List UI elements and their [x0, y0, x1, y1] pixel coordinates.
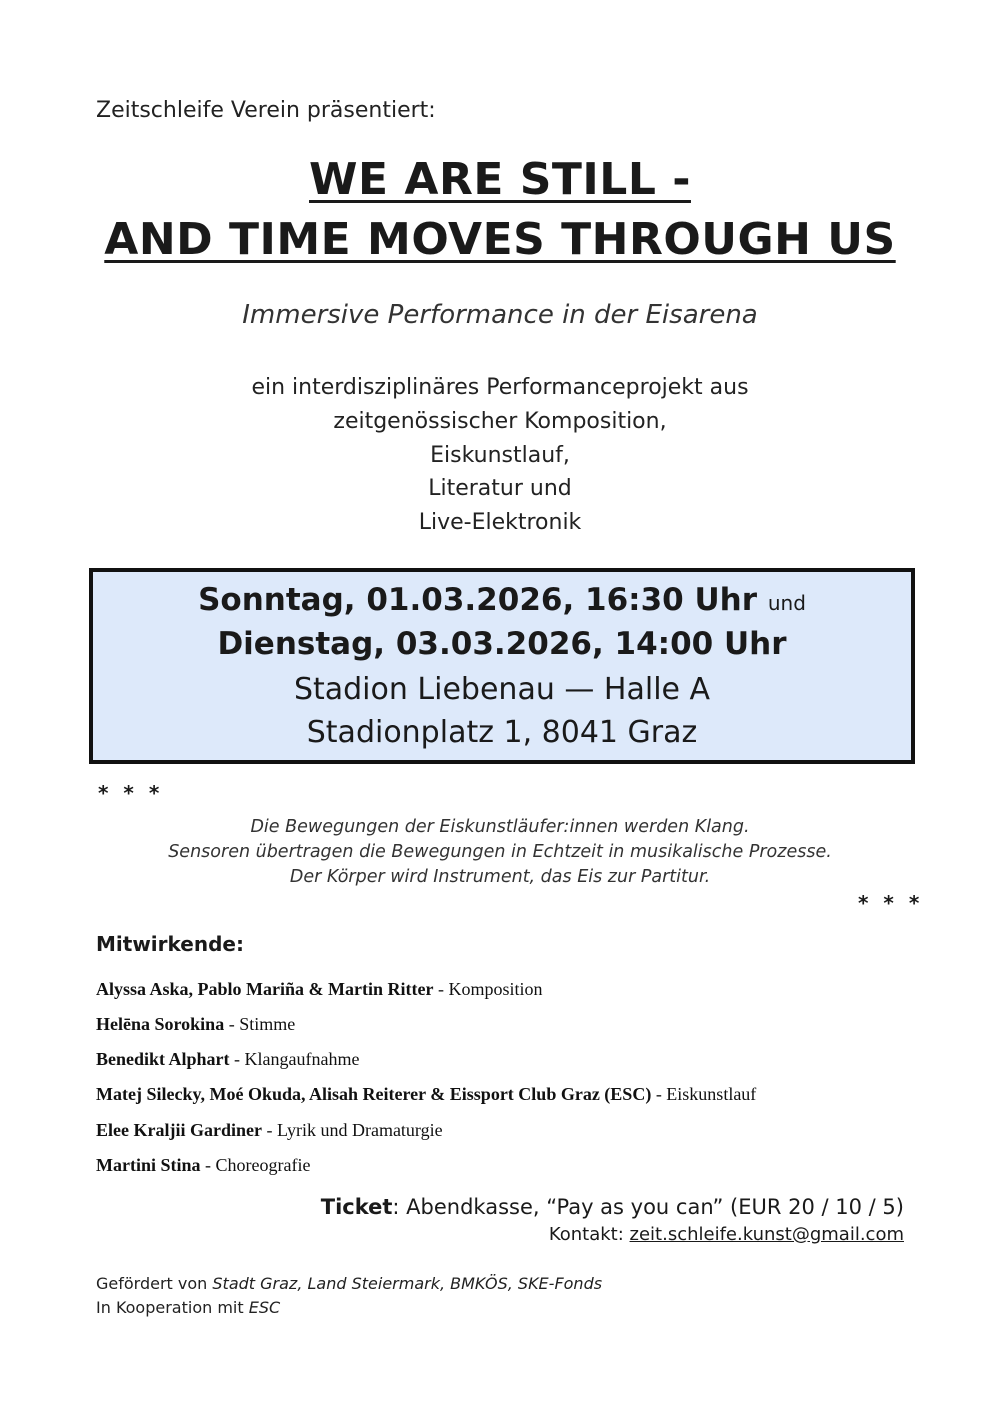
cooperation-line — [96, 1298, 280, 1317]
event-date-1: Sonntag, 01.03.2026, 16:30 Uhr — [198, 582, 758, 618]
ticket-info — [321, 1195, 904, 1219]
ticket-label: Ticket — [320, 1195, 393, 1219]
credit-role: - Komposition — [433, 979, 543, 999]
subtitle: Immersive Performance in der Eisarena — [242, 300, 758, 330]
description-line: Live-Elektronik — [418, 510, 582, 535]
presenter-line: Zeitschleife Verein präsentiert: — [96, 98, 436, 123]
description-line: ein interdisziplinäres Performanceprojekt aus — [251, 375, 749, 400]
quote-line: Der Körper wird Instrument, das Eis zur Partitur. — [289, 867, 711, 887]
title-line-2: AND TIME MOVES THROUGH US — [104, 214, 896, 265]
contact-info — [549, 1224, 904, 1245]
description-line: Literatur und — [428, 476, 572, 501]
credit-names: Alyssa Aska, Pablo Mariña & Martin Ritter — [96, 979, 434, 999]
event-date-2: Dienstag, 03.03.2026, 14:00 Uhr — [217, 626, 787, 662]
credit-role: - Eiskunstlauf — [651, 1084, 757, 1104]
credit-role: - Klangaufnahme — [229, 1049, 360, 1069]
event-connector: und — [767, 591, 806, 615]
credit-role: - Stimme — [224, 1014, 296, 1034]
description-line: zeitgenössischer Komposition, — [333, 409, 667, 434]
credit-role: - Lyrik und Dramaturgie — [261, 1120, 443, 1140]
cooperation-label: In Kooperation mit — [96, 1298, 249, 1317]
credit-row — [96, 1155, 310, 1176]
stars-divider-top: * * * — [98, 781, 164, 805]
event-info-box — [89, 568, 915, 764]
credit-names: Benedikt Alphart — [96, 1049, 230, 1069]
title-line-1: WE ARE STILL - — [309, 154, 691, 205]
credit-role: - Choreografie — [200, 1155, 311, 1175]
contact-label: Kontakt: — [548, 1224, 630, 1245]
funding-sponsors: Stadt Graz, Land Steiermark, BMKÖS, SKE-Fonds — [212, 1274, 603, 1293]
credit-row — [96, 1014, 295, 1035]
description-line: Eiskunstlauf, — [430, 443, 570, 468]
credit-row — [96, 979, 543, 1000]
quote-line: Sensoren übertragen die Bewegungen in Echtzeit in musikalische Prozesse. — [168, 842, 832, 862]
credit-names: Helēna Sorokina — [96, 1014, 225, 1034]
contributors-heading: Mitwirkende: — [96, 932, 244, 956]
credit-names: Martini Stina — [96, 1155, 201, 1175]
credit-row — [96, 1120, 443, 1141]
credit-names: Matej Silecky, Moé Okuda, Alisah Reiterer & Eissport Club Graz (ESC) — [96, 1084, 652, 1104]
cooperation-partner: ESC — [248, 1298, 281, 1317]
funding-line — [96, 1274, 602, 1293]
event-date-1-row — [93, 582, 911, 618]
stars-divider-bottom: * * * — [858, 891, 924, 915]
event-address: Stadionplatz 1, 8041 Graz — [306, 715, 698, 750]
funding-label: Gefördert von — [96, 1274, 213, 1293]
contact-email-link[interactable]: zeit.schleife.kunst@gmail.com — [629, 1224, 904, 1245]
ticket-text: : Abendkasse, “Pay as you can” (EUR 20 / 10 / 5) — [392, 1195, 904, 1219]
credit-row — [96, 1084, 756, 1105]
quote-line: Die Bewegungen der Eiskunstläufer:innen werden Klang. — [250, 817, 750, 837]
event-venue: Stadion Liebenau — Halle A — [293, 672, 711, 707]
credit-names: Elee Kraljii Gardiner — [96, 1120, 262, 1140]
credit-row — [96, 1049, 359, 1070]
